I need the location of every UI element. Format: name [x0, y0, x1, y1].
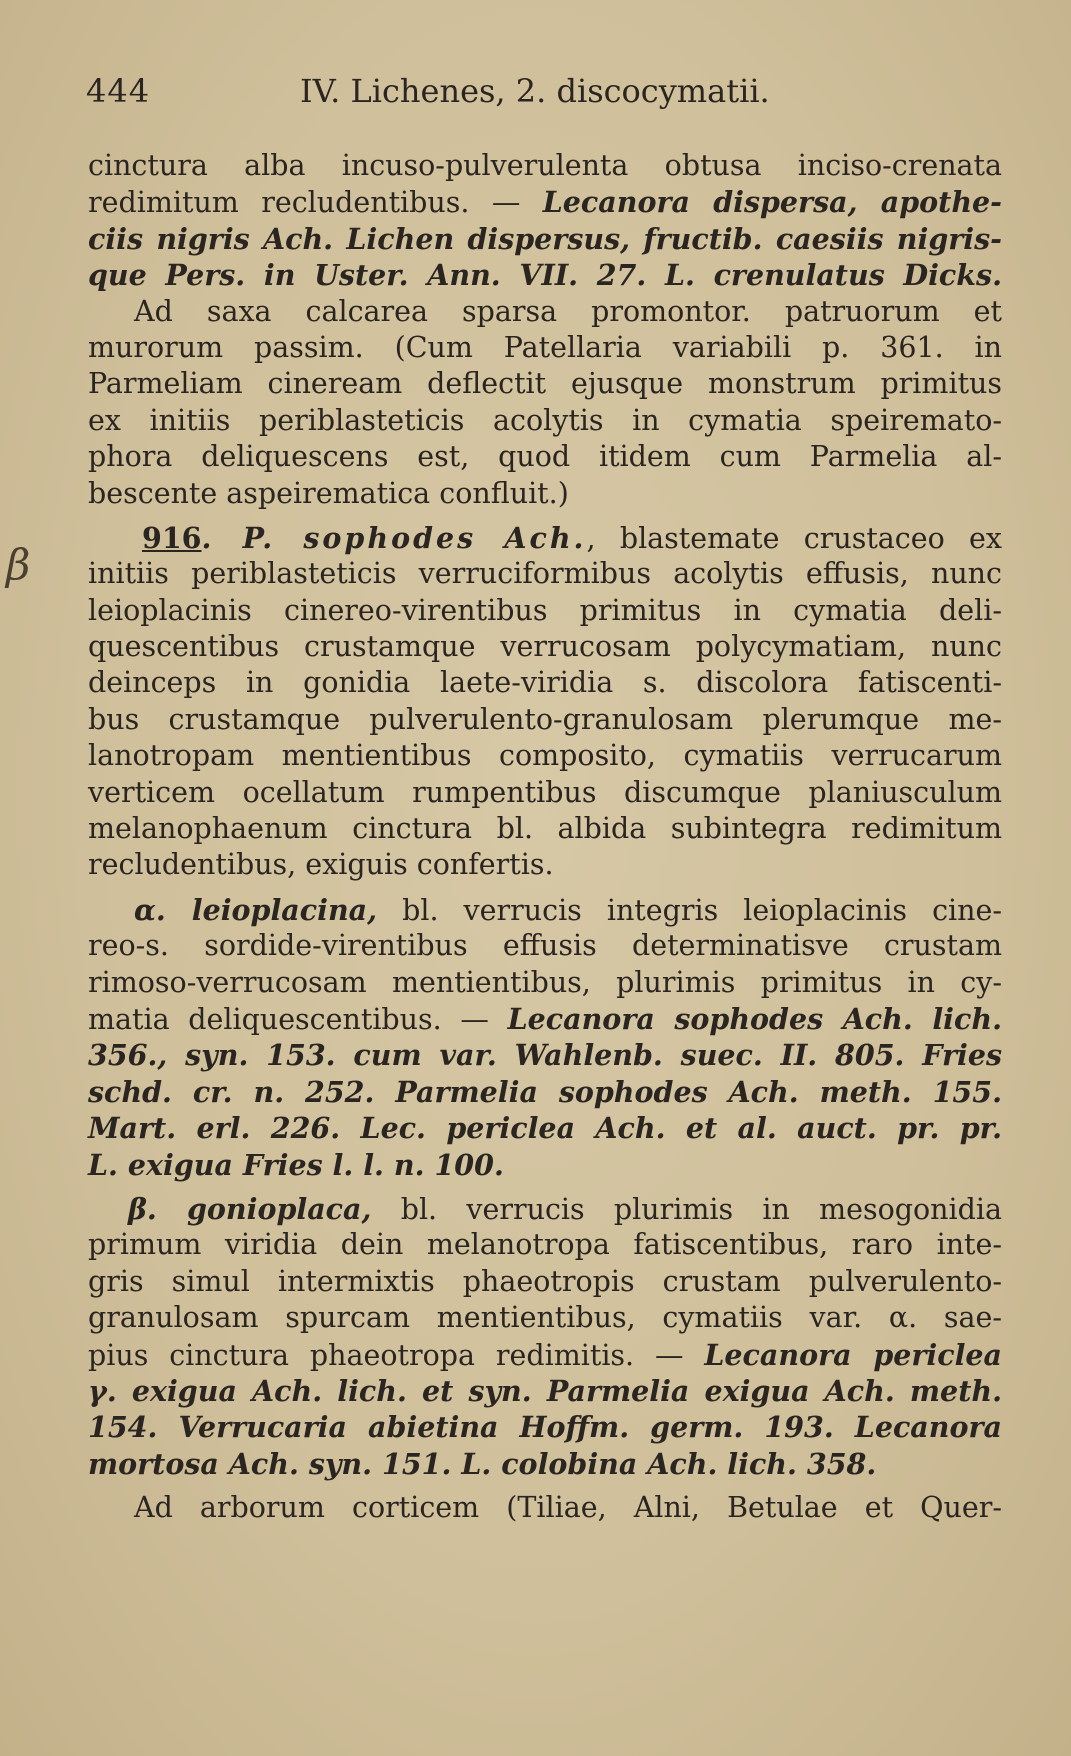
text-line: cinctura alba incuso-pulverulenta obtusa inciso-crenata	[88, 149, 1002, 182]
text-line	[88, 1001, 1002, 1037]
text-line: initiis periblasteticis verruciformibus acolytis effusis, nunc	[88, 557, 1002, 591]
text-line	[88, 892, 1002, 928]
text-line: mortosa Ach. syn. 151. L. colobina Ach. lich. 358.	[88, 1446, 877, 1481]
text-span: pius cinctura phaeotropa redimitis. —	[88, 1338, 705, 1372]
margin-annotation: β	[6, 540, 31, 589]
text-line: L. exigua Fries l. l. n. 100.	[88, 1147, 504, 1182]
text-span: redimitum recludentibus. —	[88, 186, 543, 220]
variety-name: β. gonioplaca,	[128, 1191, 372, 1226]
running-title: IV. Lichenes, 2. discocymatii.	[300, 72, 770, 110]
spacer	[88, 884, 1002, 892]
text-line: que Pers. in Uster. Ann. VII. 27. L. crenulatus Dicks.	[88, 258, 1002, 293]
text-line: 356., syn. 153. cum var. Wahlenb. suec. II. 805. Fries	[88, 1038, 1002, 1073]
text-line	[88, 520, 1002, 556]
page-header	[86, 72, 1000, 116]
citation-span: Lecanora dispersa, apothe-	[542, 185, 1002, 220]
text-line: primum viridia dein melanotropa fatiscentibus, raro inte-	[88, 1228, 1002, 1262]
paragraph-dispersa-end	[88, 148, 1002, 294]
text-line: reo-s. sordide-virentibus effusis determinatisve crustam	[88, 929, 1002, 963]
entry-number: 916	[142, 520, 202, 555]
text-line: ex initiis periblasteticis acolytis in cymatia speiremato-	[88, 403, 1002, 437]
paragraph-habitat	[88, 294, 1002, 512]
spacer	[88, 512, 1002, 520]
text-line: Parmeliam cineream deflectit ejusque monstrum primitus	[88, 367, 1002, 401]
text-line: Ad saxa calcarea sparsa promontor. patruorum et	[134, 294, 1002, 328]
variety-alpha	[88, 892, 1002, 1183]
spacer	[88, 1183, 1002, 1191]
text-line: quescentibus crustamque verrucosam polycymatiam, nunc	[88, 630, 1002, 664]
text-line: Mart. erl. 226. Lec. periclea Ach. et al. auct. pr. pr.	[88, 1111, 1002, 1146]
text-line: leioplacinis cinereo-virentibus primitus in cymatia deli-	[88, 593, 1002, 627]
text-line	[88, 1191, 1002, 1227]
text-line: deinceps in gonidia laete-viridia s. discolora fatiscenti-	[88, 666, 1002, 700]
entry-916-sophodes	[88, 520, 1002, 884]
page-number: 444	[86, 72, 151, 110]
text-line: granulosam spurcam mentientibus, cymatiis var. α. sae-	[88, 1301, 1002, 1335]
text-span: matia deliquescentibus. —	[88, 1002, 508, 1036]
text-line: γ. exigua Ach. lich. et syn. Parmelia exigua Ach. meth.	[88, 1373, 1002, 1408]
text-line: rimoso-verrucosam mentientibus, plurimis primitus in cy-	[88, 965, 1002, 999]
citation-span: Lecanora periclea	[704, 1337, 1002, 1372]
text-line: ciis nigris Ach. Lichen dispersus, fructib. caesiis nigris-	[88, 221, 1002, 256]
text-line: murorum passim. (Cum Patellaria variabili p. 361. in	[88, 330, 1002, 364]
paragraph-habitat-2	[88, 1490, 1002, 1526]
text-line: Ad arborum corticem (Tiliae, Alni, Betulae et Quer-	[134, 1491, 1002, 1525]
page-body	[88, 148, 1002, 1526]
text-span: , blastemate crustaceo ex	[586, 521, 1002, 555]
species-name: . P. sophodes Ach.	[201, 520, 587, 555]
text-line	[88, 184, 1002, 220]
text-line: recludentibus, exiguis confertis.	[88, 848, 554, 882]
text-line: verticem ocellatum rumpentibus discumque planiusculum	[88, 775, 1002, 809]
text-line: lanotropam mentientibus composito, cymatiis verrucarum	[88, 739, 1002, 773]
variety-beta	[88, 1191, 1002, 1482]
text-line	[88, 1337, 1002, 1373]
text-line: 154. Verrucaria abietina Hoffm. germ. 193. Lecanora	[88, 1410, 1002, 1445]
variety-name: α. leioplacina,	[134, 892, 378, 927]
text-line: gris simul intermixtis phaeotropis crustam pulverulento-	[88, 1264, 1002, 1298]
text-span: bl. verrucis plurimis in mesogonidia	[371, 1192, 1003, 1226]
text-line: schd. cr. n. 252. Parmelia sophodes Ach. meth. 155.	[88, 1074, 1002, 1109]
text-line: bus crustamque pulverulento-granulosam plerumque me-	[88, 702, 1002, 736]
citation-span: Lecanora sophodes Ach. lich.	[507, 1001, 1002, 1036]
text-line: bescente aspeirematica confluit.)	[88, 476, 569, 510]
text-span: bl. verrucis integris leioplacinis cine-	[377, 893, 1002, 927]
text-line: melanophaenum cinctura bl. albida subintegra redimitum	[88, 812, 1002, 846]
text-line: phora deliquescens est, quod itidem cum Parmelia al-	[88, 440, 1002, 474]
spacer	[88, 1482, 1002, 1490]
